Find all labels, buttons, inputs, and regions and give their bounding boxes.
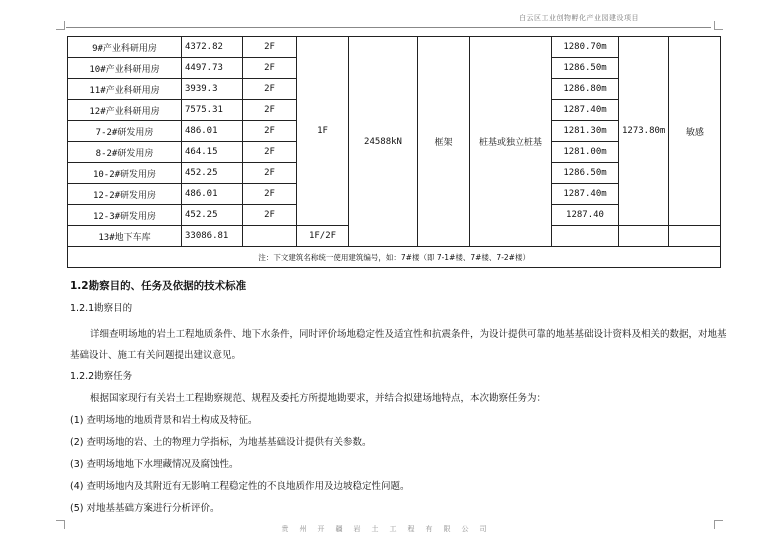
- table-row: [68, 37, 721, 58]
- cell-elevation: 1287.40m: [552, 100, 619, 121]
- cell-floors: 2F: [243, 100, 297, 121]
- cell-building-name: 8-2#研发用房: [68, 142, 182, 163]
- cell-building-name: 9#产业科研用房: [68, 37, 182, 58]
- cell-floors: 2F: [243, 37, 297, 58]
- cell-floors: 2F: [243, 142, 297, 163]
- cell-mean-elevation: 1273.80m: [619, 37, 669, 226]
- cell-floors: 2F: [243, 79, 297, 100]
- cell-building-name: 10-2#研发用房: [68, 163, 182, 184]
- page-header: 白云区工业创物孵化产业园建设项目: [519, 14, 639, 22]
- cell-area: 486.01: [182, 121, 243, 142]
- header-rule: [66, 27, 711, 28]
- cell-floors: 2F: [243, 121, 297, 142]
- cell-importance: 敏感: [669, 37, 721, 226]
- cell-elevation: 1286.50m: [552, 163, 619, 184]
- task-item: (1) 查明场地的地质背景和岩土构成及特征。: [70, 415, 258, 426]
- cell-building-name: 12-3#研发用房: [68, 205, 182, 226]
- cell-elevation: 1281.30m: [552, 121, 619, 142]
- table-note-row: [68, 247, 721, 268]
- cell-floors: 2F: [243, 58, 297, 79]
- cell-basement: 1F: [297, 37, 349, 226]
- cell-elevation: [552, 226, 619, 247]
- table-note: 注：下文建筑名称统一使用建筑编号，如：7#楼（即 7-1#楼、7#楼、7-2#楼）: [68, 247, 721, 268]
- building-table: [67, 36, 721, 268]
- task-item: (4) 查明场地内及其附近有无影响工程稳定性的不良地质作用及边坡稳定性问题。: [70, 481, 410, 492]
- task-item: (3) 查明场地地下水埋藏情况及腐蚀性。: [70, 459, 239, 470]
- section-body: [70, 280, 730, 515]
- subsection-heading-purpose: 1.2.1勘察目的: [70, 303, 133, 314]
- cell-building-name: 10#产业科研用房: [68, 58, 182, 79]
- cell-floors: 2F: [243, 184, 297, 205]
- cell-area: 3939.3: [182, 79, 243, 100]
- cell-area: 7575.31: [182, 100, 243, 121]
- task-item: (2) 查明场地的岩、土的物理力学指标，为地基基础设计提供有关参数。: [70, 437, 372, 448]
- cell-area: 452.25: [182, 205, 243, 226]
- cell-empty: [669, 226, 721, 247]
- task-item: (5) 对地基基础方案进行分析评价。: [70, 503, 220, 514]
- cell-floors: 2F: [243, 205, 297, 226]
- cell-basement-last: 1F/2F: [297, 226, 349, 247]
- crop-mark-top-left: [56, 21, 65, 30]
- cell-elevation: 1281.00m: [552, 142, 619, 163]
- cell-area: 4497.73: [182, 58, 243, 79]
- cell-foundation: 桩基或独立桩基: [470, 37, 552, 247]
- cell-area: 464.15: [182, 142, 243, 163]
- cell-elevation: 1286.50m: [552, 58, 619, 79]
- cell-building-name: 12#产业科研用房: [68, 100, 182, 121]
- cell-empty: [619, 226, 669, 247]
- subsection-heading-tasks: 1.2.2勘察任务: [70, 371, 133, 382]
- crop-mark-top-right: [714, 21, 723, 30]
- cell-area: 33086.81: [182, 226, 243, 247]
- page-footer: 贵州开疆岩土工程有限公司: [281, 525, 498, 533]
- cell-load: 24588kN: [349, 37, 418, 247]
- cell-building-name: 7-2#研发用房: [68, 121, 182, 142]
- tasks-paragraph: 根据国家现行有关岩土工程勘察规范、规程及委托方所提地勘要求，并结合拟建场地特点，本次勘察任务为：: [90, 393, 547, 404]
- cell-building-name: 12-2#研发用房: [68, 184, 182, 205]
- cell-area: 486.01: [182, 184, 243, 205]
- cell-building-name: 11#产业科研用房: [68, 79, 182, 100]
- cell-elevation: 1287.40: [552, 205, 619, 226]
- section-heading: 1.2勘察目的、任务及依据的技术标准: [70, 280, 247, 292]
- purpose-paragraph: 详细查明场地的岩土工程地质条件、地下水条件，同时评价场地稳定性及适宜性和抗震条件，为设计提供可靠的地基基础设计资料及相关的数据，对地基基础设计、施工有关问题提出建议意见。: [70, 329, 727, 361]
- cell-elevation: 1287.40m: [552, 184, 619, 205]
- cell-floors: [243, 226, 297, 247]
- cell-elevation: 1280.70m: [552, 37, 619, 58]
- cell-area: 452.25: [182, 163, 243, 184]
- cell-elevation: 1286.80m: [552, 79, 619, 100]
- cell-floors: 2F: [243, 163, 297, 184]
- cell-structure: 框架: [418, 37, 470, 247]
- cell-area: 4372.82: [182, 37, 243, 58]
- cell-building-name: 13#地下车库: [68, 226, 182, 247]
